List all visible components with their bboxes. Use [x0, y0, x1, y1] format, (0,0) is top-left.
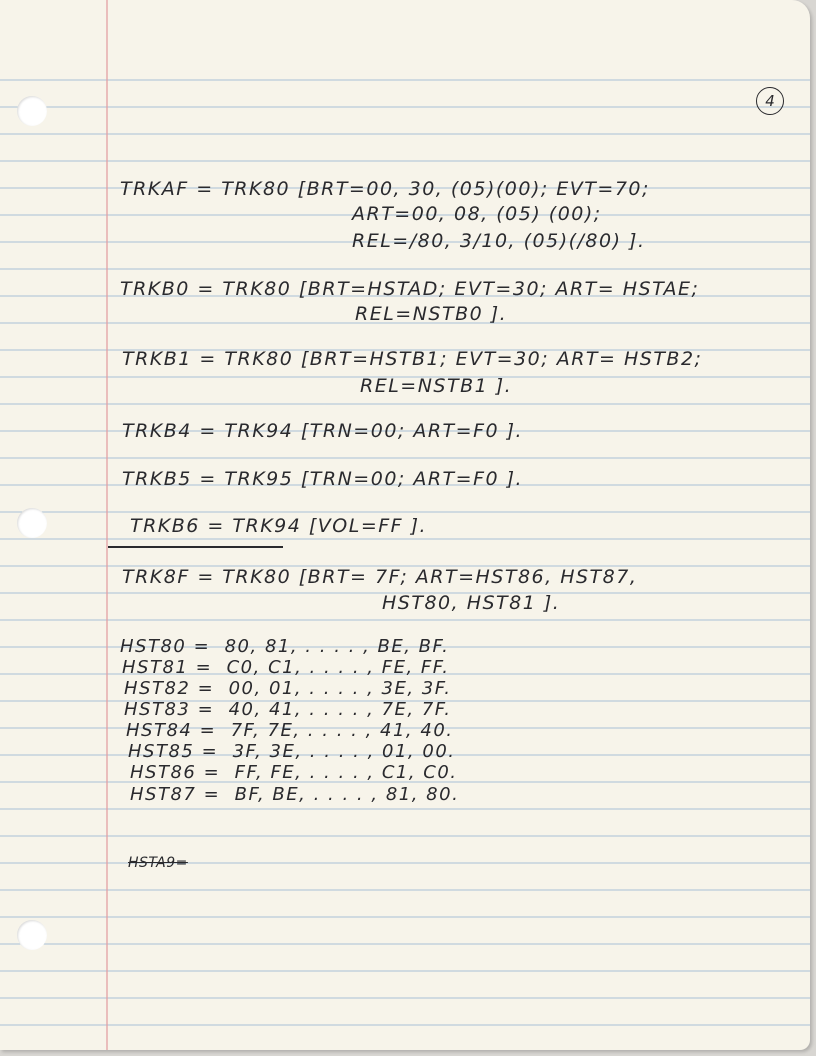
line-trkb0-1: TRKB0 = TRK80 [BRT=HSTAD; EVT=30; ART= HSTAE; — [120, 278, 700, 300]
line-trkb6: TRKB6 = TRK94 [VOL=FF ]. — [130, 515, 428, 537]
section-underline — [108, 546, 283, 548]
line-trkb1-2: REL=NSTB1 ]. — [360, 375, 513, 397]
line-trkb0-2: REL=NSTB0 ]. — [355, 303, 508, 325]
hst-row: HST86 = FF, FE, . . . . , C1, C0. — [130, 762, 458, 783]
hst-row: HST87 = BF, BE, . . . . , 81, 80. — [130, 784, 460, 805]
hst-row: HST84 = 7F, 7E, . . . . , 41, 40. — [126, 720, 454, 741]
line-trkaf-1: TRKAF = TRK80 [BRT=00, 30, (05)(00); EVT=70; — [120, 178, 650, 200]
line-trkaf-2: ART=00, 08, (05) (00); — [352, 203, 602, 225]
binder-hole-bottom — [17, 920, 47, 950]
binder-hole-top — [17, 96, 47, 126]
page-number: 4 — [756, 87, 784, 115]
line-trkaf-3: REL=/80, 3/10, (05)(/80) ]. — [352, 230, 646, 252]
hst-row: HST80 = 80, 81, . . . . , BE, BF. — [120, 636, 450, 657]
binder-hole-middle — [17, 508, 47, 538]
hst-row: HST83 = 40, 41, . . . . , 7E, 7F. — [124, 699, 452, 720]
line-trk8f-2: HST80, HST81 ]. — [382, 592, 561, 614]
line-trk8f-1: TRK8F = TRK80 [BRT= 7F; ART=HST86, HST87, — [122, 566, 638, 588]
hst-row: HST85 = 3F, 3E, . . . . , 01, 00. — [128, 741, 456, 762]
hst-row: HST81 = C0, C1, . . . . , FE, FF. — [122, 657, 450, 678]
line-trkb1-1: TRKB1 = TRK80 [BRT=HSTB1; EVT=30; ART= HSTB2; — [122, 348, 703, 370]
hst-row: HST82 = 00, 01, . . . . , 3E, 3F. — [124, 678, 452, 699]
crossed-out-text: HSTA9= — [128, 855, 188, 871]
line-trkb5: TRKB5 = TRK95 [TRN=00; ART=F0 ]. — [122, 468, 524, 490]
line-trkb4: TRKB4 = TRK94 [TRN=00; ART=F0 ]. — [122, 420, 524, 442]
